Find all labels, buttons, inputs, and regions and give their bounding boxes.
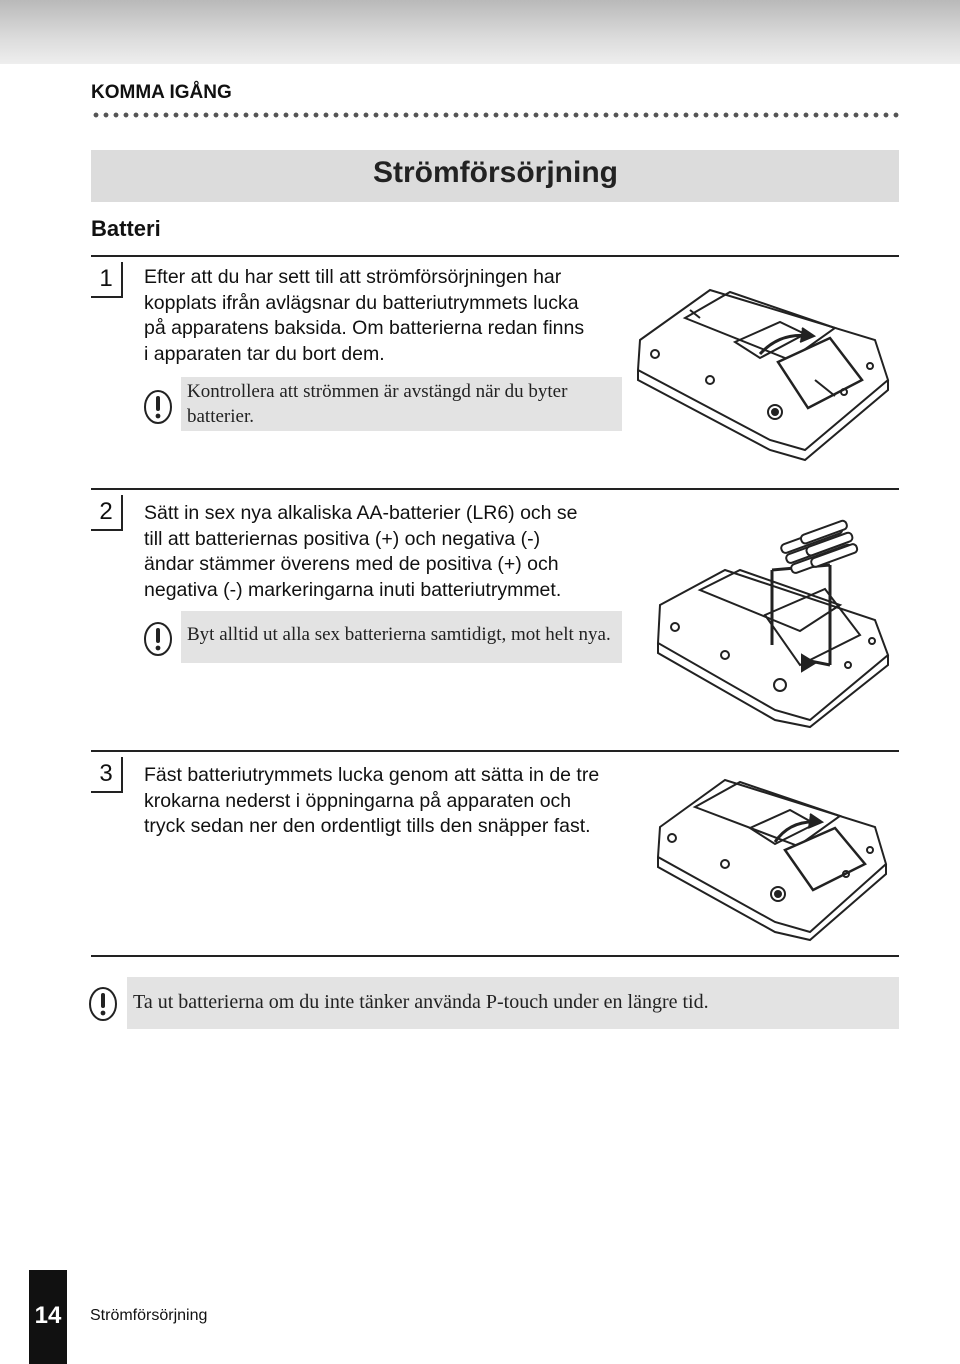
bottom-note-rule xyxy=(91,955,899,957)
step-2-number: 2 xyxy=(91,495,123,531)
step-1-text: Efter att du har sett till att strömförsörjningen har kopplats ifrån avlägsnar du batteriutrymmets lucka på apparatens baksida. Om batterierna redan finns i apparaten tar du bort dem. xyxy=(144,266,585,365)
title-bar xyxy=(91,150,899,202)
subheading-batteri: Batteri xyxy=(91,216,161,241)
step-2-note: Byt alltid ut alla sex batterierna samtidigt, mot helt nya. xyxy=(181,611,622,663)
step-2-rule xyxy=(91,488,899,490)
page-number: 14 xyxy=(34,1302,62,1329)
step-3-number: 3 xyxy=(91,757,123,793)
device-cover-removal-illustration xyxy=(630,280,900,465)
warning-icon xyxy=(143,621,173,657)
step-3-rule xyxy=(91,750,899,752)
warning-icon xyxy=(143,389,173,425)
step-3-text: Fäst batteriutrymmets lucka genom att sätta in de tre krokarna nederst i öppningarna på apparaten och tryck sedan ner den ordentligt tills den snäpper fast. xyxy=(144,764,600,837)
cover-attach-illustration xyxy=(650,772,900,947)
step-1-note: Kontrollera att strömmen är avstängd när du byter batterier. xyxy=(181,377,622,431)
battery-insertion-illustration xyxy=(650,515,900,730)
page-title: Strömförsörjning xyxy=(373,156,618,189)
footer-label: Strömförsörjning xyxy=(90,1307,208,1324)
step-2-text: Sätt in sex nya alkaliska AA-batterier (LR6) och se till att batteriernas positiva (+) och negativa (-) ändar stämmer överens med de positiva (+) och negativa (-) markeringarna inuti batteriutrymmet. xyxy=(144,502,578,601)
dotted-divider xyxy=(91,112,899,118)
bottom-note: Ta ut batterierna om du inte tänker använda P-touch under en längre tid. xyxy=(127,977,899,1029)
top-gradient-bar xyxy=(0,0,960,64)
page-number-tab xyxy=(29,1270,67,1364)
warning-icon xyxy=(88,986,118,1022)
section-label: KOMMA IGÅNG xyxy=(91,82,232,103)
step-1-number: 1 xyxy=(91,262,123,298)
step-1-rule xyxy=(91,255,899,257)
